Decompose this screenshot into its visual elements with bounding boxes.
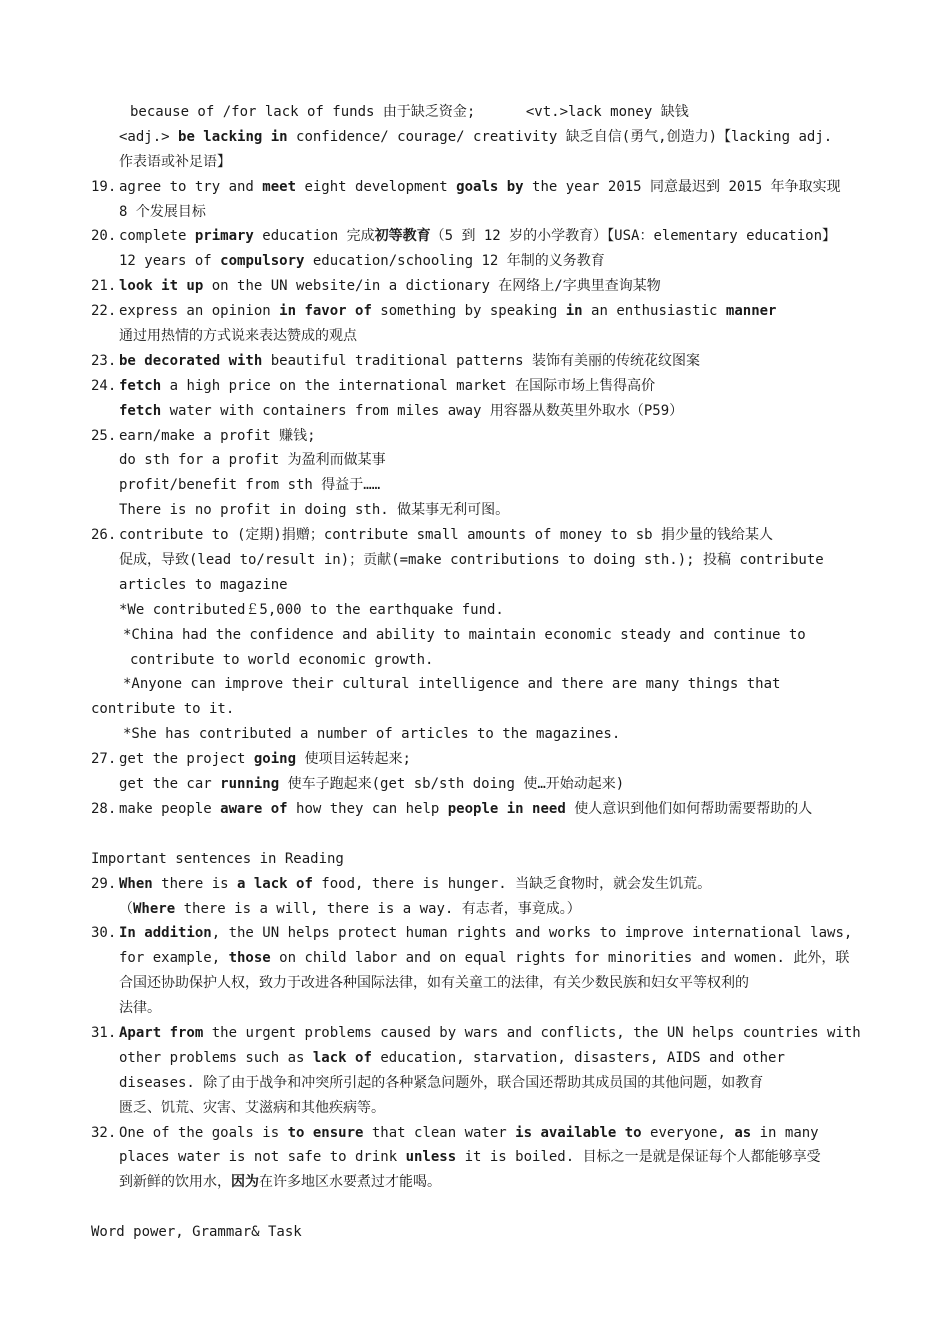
item-number: 28. <box>91 800 117 817</box>
item-number: 21. <box>91 278 117 295</box>
numbered-item-line <box>91 349 861 374</box>
bold-phrase: be decorated with <box>119 352 263 369</box>
item-number: 22. <box>91 303 117 320</box>
bold-phrase: manner <box>725 303 777 320</box>
text-line <box>91 722 861 747</box>
bold-phrase: look it up <box>119 278 204 295</box>
text-line <box>91 897 861 922</box>
text-segment: for example, <box>119 950 229 967</box>
text-segment: （ <box>119 900 133 917</box>
numbered-item-line <box>91 374 861 399</box>
text-line <box>91 847 861 872</box>
text-segment: other problems such as <box>119 1049 313 1066</box>
text-line <box>91 648 861 673</box>
bold-phrase: in favor of <box>279 303 372 320</box>
text-segment: get the car <box>119 776 221 793</box>
text-segment: One of the goals is <box>119 1124 288 1141</box>
bold-phrase: 初等教育 <box>374 228 431 245</box>
numbered-item-line <box>91 1021 861 1046</box>
text-segment: the year 2015 同意最迟到 2015 年争取实现 <box>523 178 841 195</box>
bold-phrase: In addition <box>119 925 212 942</box>
bold-phrase: in <box>565 303 583 320</box>
text-segment: complete <box>119 228 195 245</box>
numbered-item-line <box>91 274 861 299</box>
item-number: 25. <box>91 427 117 444</box>
text-segment: *Anyone can improve their cultural intelligence and there are many things that <box>123 676 781 693</box>
text-segment: education, starvation, disasters, AIDS and other <box>371 1049 785 1066</box>
item-number: 23. <box>91 352 117 369</box>
numbered-item-line <box>91 747 861 772</box>
bold-phrase: running <box>220 776 280 793</box>
document-body <box>91 100 861 1245</box>
text-segment: （5 到 12 岁的小学教育）【USA：elementary education】 <box>430 228 837 245</box>
text-segment: earn/make a profit 赚钱; <box>119 427 316 444</box>
numbered-item-line <box>91 175 861 200</box>
text-segment: make people <box>119 800 221 817</box>
text-segment: contribute to (定期)捐赠；contribute small amounts of money to sb 捐少量的钱给某人 <box>119 527 774 544</box>
numbered-item-line <box>91 921 861 946</box>
blank-line <box>91 1195 861 1220</box>
bold-phrase: Apart from <box>119 1024 204 1041</box>
text-segment: 使项目运转起来; <box>296 751 411 768</box>
text-segment: 使车子跑起来(get sb/sth doing 使…开始动起来) <box>279 776 625 793</box>
text-segment: the urgent problems caused by wars and conflicts, the UN helps countries with <box>203 1024 861 1041</box>
text-segment: profit/benefit from sth 得益于…… <box>119 477 381 494</box>
text-line <box>91 1096 861 1121</box>
text-segment: 促成，导致(lead to/result in)；贡献(=make contributions to doing sth.); 投稿 contribute <box>119 552 824 569</box>
bold-phrase: When <box>119 875 153 892</box>
text-line <box>91 399 861 424</box>
text-segment: <adj.> <box>119 128 179 145</box>
text-line <box>91 150 861 175</box>
text-segment: something by speaking <box>371 303 566 320</box>
text-segment: 8 个发展目标 <box>119 203 206 220</box>
text-segment: an enthusiastic <box>582 303 726 320</box>
item-number: 31. <box>91 1024 117 1041</box>
text-line <box>91 996 861 1021</box>
text-line <box>91 100 861 125</box>
text-line <box>91 125 861 150</box>
item-number: 20. <box>91 228 117 245</box>
item-number: 24. <box>91 377 117 394</box>
text-segment: 使人意识到他们如何帮助需要帮助的人 <box>565 800 813 817</box>
text-line <box>91 598 861 623</box>
numbered-item-line <box>91 224 861 249</box>
text-segment: water with containers from miles away 用容器从数英里外取水（P59） <box>161 402 684 419</box>
text-segment: agree to try and <box>119 178 263 195</box>
text-segment: everyone, <box>641 1124 735 1141</box>
text-segment: 通过用热情的方式说来表达赞成的观点 <box>119 328 357 345</box>
text-segment: a high price on the international market 在国际市场上售得高价 <box>161 377 656 394</box>
item-number: 30. <box>91 925 117 942</box>
text-segment: *She has contributed a number of articles to the magazines. <box>123 726 621 743</box>
text-line <box>91 1046 861 1071</box>
numbered-item-line <box>91 299 861 324</box>
text-segment: *We contributed￡5,000 to the earthquake fund. <box>119 601 504 618</box>
text-line <box>91 772 861 797</box>
bold-phrase: lack of <box>312 1049 372 1066</box>
text-line <box>91 1071 861 1096</box>
text-segment: that clean water <box>363 1124 516 1141</box>
bold-phrase: people in need <box>447 800 566 817</box>
text-segment: contribute to world economic growth. <box>130 651 434 668</box>
text-line <box>91 946 861 971</box>
numbered-item-line <box>91 797 861 822</box>
text-line <box>91 498 861 523</box>
text-segment: express an opinion <box>119 303 280 320</box>
text-segment: eight development <box>296 178 457 195</box>
text-line <box>91 573 861 598</box>
text-line <box>91 672 861 697</box>
text-segment: how they can help <box>287 800 448 817</box>
bold-phrase: unless <box>405 1149 457 1166</box>
numbered-item-line <box>91 523 861 548</box>
text-segment: education 完成 <box>253 228 375 245</box>
text-segment: 匮乏、饥荒、灾害、艾滋病和其他疾病等。 <box>119 1099 385 1116</box>
bold-phrase: Where <box>133 900 176 917</box>
text-segment: 到新鲜的饮用水， <box>119 1174 231 1191</box>
text-segment: on child labor and on equal rights for minorities and women. 此外，联 <box>270 950 850 967</box>
text-line <box>91 473 861 498</box>
text-segment: in many <box>751 1124 819 1141</box>
item-number: 19. <box>91 178 117 195</box>
bold-phrase: as <box>734 1124 752 1141</box>
text-line <box>91 623 861 648</box>
text-segment: Important sentences in Reading <box>91 850 344 867</box>
text-line <box>91 1170 861 1195</box>
text-segment: contribute to it. <box>91 701 235 718</box>
text-segment: there is a will, there is a way. 有志者，事竟成。） <box>175 900 581 917</box>
text-segment: diseases. 除了由于战争和冲突所引起的各种紧急问题外，联合国还帮助其成员国的其他问题，如教育 <box>119 1074 764 1091</box>
text-segment: There is no profit in doing sth. 做某事无利可图。 <box>119 502 510 519</box>
text-line <box>91 324 861 349</box>
text-segment: get the project <box>119 751 254 768</box>
bold-phrase: 因为 <box>231 1174 259 1191</box>
text-segment: it is boiled. 目标之一是就是保证每个人都能够享受 <box>456 1149 821 1166</box>
bold-phrase: meet <box>262 178 297 195</box>
bold-phrase: primary <box>194 228 254 245</box>
text-segment: *China had the confidence and ability to maintain economic steady and continue to <box>123 626 806 643</box>
text-line <box>91 200 861 225</box>
bold-phrase: to ensure <box>287 1124 364 1141</box>
text-segment: places water is not safe to drink <box>119 1149 406 1166</box>
bold-phrase: goals by <box>456 178 524 195</box>
bold-phrase: compulsory <box>220 253 305 270</box>
item-number: 26. <box>91 527 117 544</box>
text-line <box>91 249 861 274</box>
text-segment: , the UN helps protect human rights and works to improve international laws, <box>211 925 853 942</box>
bold-phrase: fetch <box>119 377 162 394</box>
text-line <box>91 548 861 573</box>
text-line <box>91 448 861 473</box>
text-segment: because of /for lack of funds 由于缺乏资金; <vt.>lack money 缺钱 <box>130 104 689 120</box>
item-number: 27. <box>91 751 117 768</box>
item-number: 32. <box>91 1124 117 1141</box>
bold-phrase: aware of <box>220 800 288 817</box>
bold-phrase: is available to <box>515 1124 642 1141</box>
text-segment: do sth for a profit 为盈利而做某事 <box>119 452 386 469</box>
text-segment: 12 years of <box>119 253 221 270</box>
item-number: 29. <box>91 875 117 892</box>
text-segment: there is <box>152 875 238 892</box>
text-line <box>91 1220 861 1245</box>
bold-phrase: going <box>253 751 297 768</box>
numbered-item-line <box>91 424 861 449</box>
blank-line <box>91 822 861 847</box>
text-segment: 在许多地区水要煮过才能喝。 <box>259 1174 441 1191</box>
numbered-item-line <box>91 872 861 897</box>
bold-phrase: be lacking in <box>178 128 288 145</box>
text-segment: Word power, Grammar& Task <box>91 1224 302 1241</box>
text-segment: beautiful traditional patterns 装饰有美丽的传统花纹图案 <box>262 352 701 369</box>
text-segment: articles to magazine <box>119 576 288 593</box>
text-segment: confidence/ courage/ creativity 缺乏自信(勇气,创造力)【lacking adj. <box>287 128 833 145</box>
text-segment: 作表语或补足语】 <box>119 153 231 170</box>
bold-phrase: those <box>228 950 271 967</box>
text-segment: food, there is hunger. 当缺乏食物时，就会发生饥荒。 <box>312 875 712 892</box>
text-segment: 法律。 <box>119 1000 161 1017</box>
bold-phrase: a lack of <box>237 875 313 892</box>
text-line <box>91 1145 861 1170</box>
text-segment: education/schooling 12 年制的义务教育 <box>304 253 605 270</box>
bold-phrase: fetch <box>119 402 162 419</box>
text-segment: 合国还协助保护人权，致力于改进各种国际法律，如有关童工的法律，有关少数民族和妇女平等权利的 <box>119 975 749 992</box>
text-segment: on the UN website/in a dictionary 在网络上/字典里查询某物 <box>203 278 661 295</box>
text-line <box>91 697 861 722</box>
text-line <box>91 971 861 996</box>
numbered-item-line <box>91 1121 861 1146</box>
